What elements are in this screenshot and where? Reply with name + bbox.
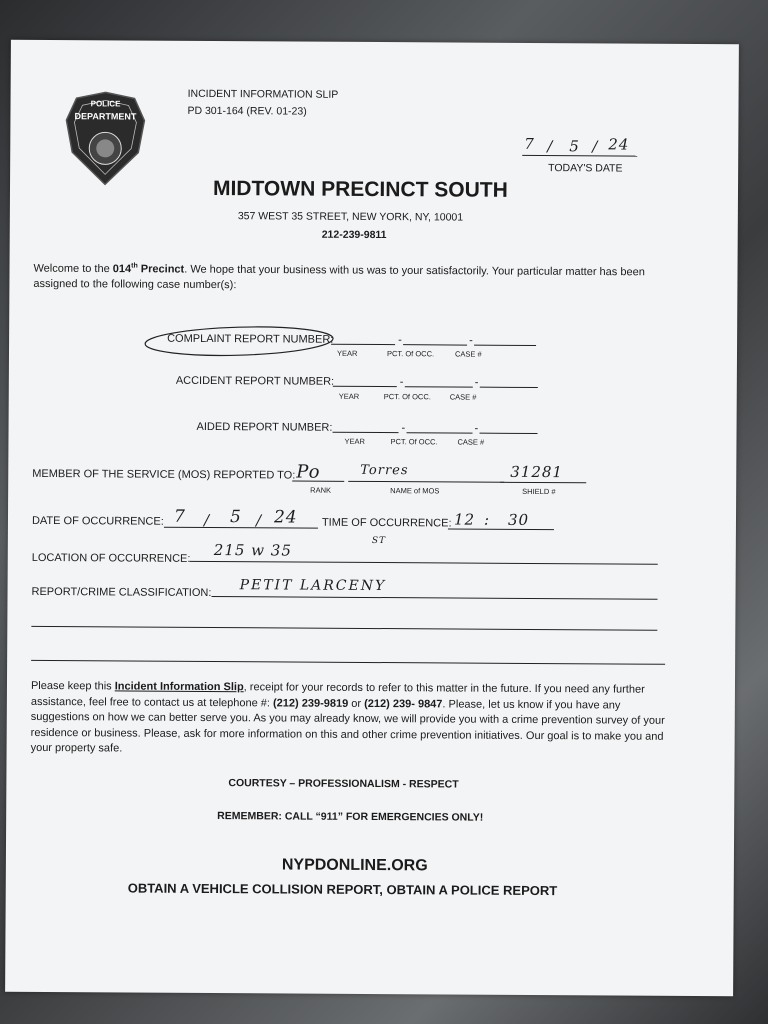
accident-report-label: ACCIDENT REPORT NUMBER:: [175, 374, 335, 388]
mos-name-value: Torres: [360, 462, 409, 479]
location-sup: ST: [371, 535, 387, 547]
website: NYPDONLINE.ORG: [281, 856, 428, 875]
complaint-report-label: COMPLAINT REPORT NUMBER:: [167, 332, 334, 346]
classification-label: REPORT/CRIME CLASSIFICATION:: [31, 585, 212, 600]
occurrence-hour: 12: [453, 510, 476, 529]
time-of-occurrence-label: TIME OF OCCURRENCE:: [321, 516, 452, 530]
today-date-day: 5: [569, 137, 580, 156]
precinct-name: MIDTOWN PRECINCT SOUTH: [212, 177, 508, 202]
notice-paragraph: Please keep this Incident Information Slip, receipt for your records to refer to this matter in the future. If you need any further assistance, feel free to contact us at telephone #: (212) 239-9819 or (212) 239- 9847. Please, let us know if you have any suggestions on how we can better serve you. As you may already know, we will provide you with a crime prevention survey of your residence or business. Please, ask for more information on this and other crime prevention initiatives. Our goal is to make you and your property safe.: [30, 679, 665, 755]
classification-value: PETIT LARCENY: [239, 577, 387, 595]
today-date-label: TODAY'S DATE: [548, 162, 623, 175]
form-title: INCIDENT INFORMATION SLIP: [187, 87, 339, 101]
mos-label: MEMBER OF THE SERVICE (MOS) REPORTED TO:: [32, 467, 296, 482]
mos-shield-value: 31281: [510, 462, 564, 482]
today-date-year: 24: [608, 135, 630, 154]
occurrence-day: 5: [229, 507, 242, 528]
mos-rank-value: Po: [296, 461, 321, 483]
today-date-month: 7: [524, 134, 535, 153]
police-badge-icon: [64, 90, 147, 186]
location-label: LOCATION OF OCCURRENCE:: [31, 551, 191, 565]
values-line: COURTESY – PROFESSIONALISM - RESPECT: [228, 777, 459, 791]
aided-report-label: AIDED REPORT NUMBER:: [196, 420, 333, 434]
svg-text:POLICE: POLICE: [90, 99, 121, 109]
incident-slip-paper: POLICE DEPARTMENT INCIDENT INFORMATION SLIP PD 301-164 (REV. 01-23) 7 / 5 / 24 TODAY'S DATE MIDTOWN PRECINCT SOUTH 357 WEST 35 STREET, NEW YORK, NY, 10001 212-239-9811 Welcome to the 014th Precinct. We hope that your business with us was to your satisfactorily. Your particular matter has been assigned to the following case number(s): COMPLAINT REPORT NUMBER: - - YEAR PCT. Of OCC. CASE # ACCIDENT REPORT NUMBER: - - YEAR PCT. Of OCC. CASE # AIDED REPORT NUMBER: - - YEAR PCT. Of OCC. CASE # MEMBER OF THE SERVICE (MOS) REPORTED TO: Po Torres 31281 RANK NAME of MOS SHIELD # DATE OF OCCURRENCE: 7 / 5 / 24 TIME OF OCCURRENCE: 12 : 30 LOCATION OF OCCURRENCE: 215 w 35 ST REPORT/CRIME CLASSIFICATION: PETIT LARCENY Please keep this Incident Information Slip, receipt for your records to refer to this matter in the future. If you need any further assistance, feel free to contact us at telephone #: (212) 239-9819 or (212) 239- 9847. Please, let us know if you have any suggestions on how we can better serve you. As you may already know, we will provide you with a crime prevention survey of your residence or business. Please, ask for more information on this and other crime prevention initiatives. Our goal is to make you and your property safe. COURTESY – PROFESSIONALISM - RESPECT REMEMBER: CALL “911” FOR EMERGENCIES ONLY! NYPDONLINE.ORG OBTAIN A VEHICLE COLLISION REPORT, OBTAIN A POLICE REPORT: [5, 40, 739, 996]
svg-text:DEPARTMENT: DEPARTMENT: [74, 111, 137, 122]
date-of-occurrence-label: DATE OF OCCURRENCE:: [31, 514, 164, 528]
occurrence-minute: 30: [507, 510, 530, 529]
form-number: PD 301-164 (REV. 01-23): [187, 104, 307, 118]
precinct-address: 357 WEST 35 STREET, NEW YORK, NY, 10001: [237, 210, 464, 224]
remember-line: REMEMBER: CALL “911” FOR EMERGENCIES ONLY!: [217, 810, 484, 824]
occurrence-month: 7: [173, 506, 186, 527]
location-value: 215 w 35: [213, 541, 292, 560]
welcome-paragraph: Welcome to the 014th Precinct. We hope that your business with us was to your satisfactorily. Your particular matter has been assigned to the following case number(s):: [33, 262, 645, 292]
occurrence-year: 24: [273, 507, 298, 528]
precinct-phone: 212-239-9811: [321, 228, 387, 242]
obtain-report-line: OBTAIN A VEHICLE COLLISION REPORT, OBTAIN A POLICE REPORT: [127, 880, 558, 899]
